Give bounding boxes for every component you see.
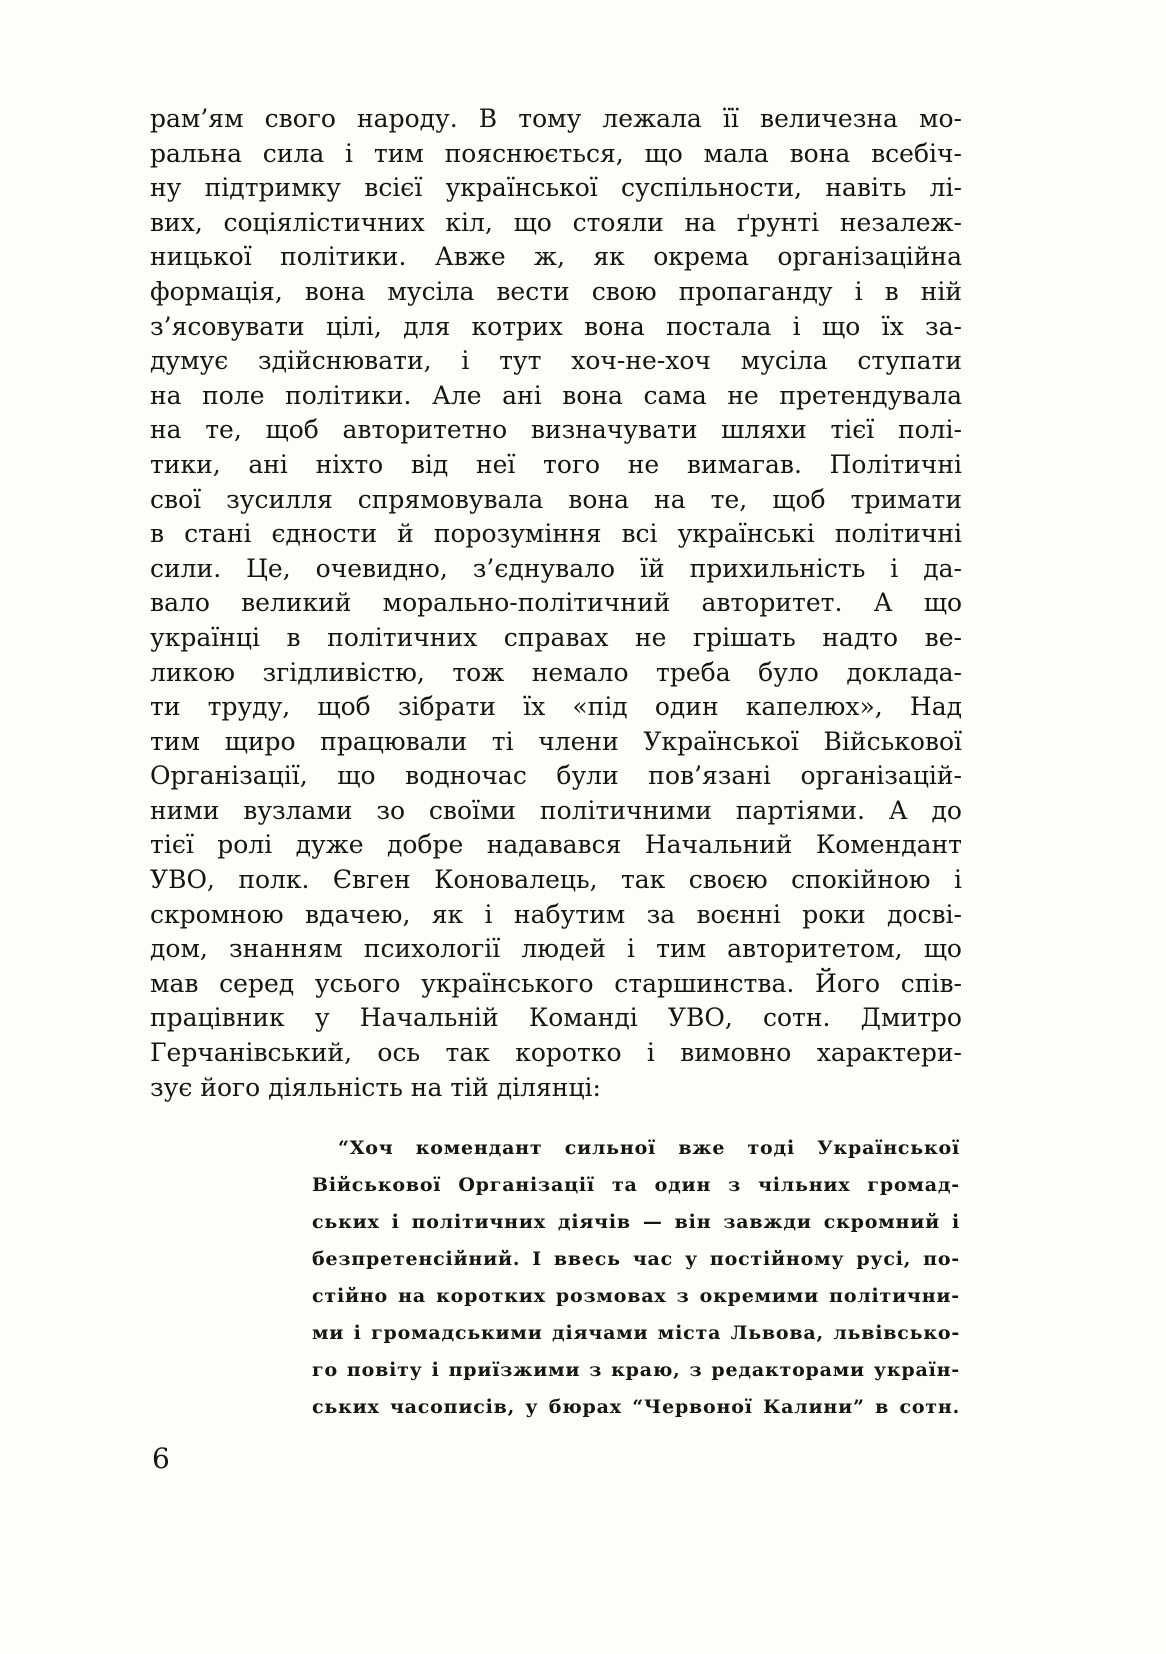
page-number: 6	[152, 1442, 170, 1475]
text-line: на те, щоб авторитетно визначувати шляхи тієї полі-	[150, 415, 962, 445]
text-line: ну підтримку всієї української суспільности, навіть лі-	[150, 173, 962, 203]
text-line: ликою згідливістю, тож немало треба було доклада-	[150, 657, 962, 687]
text-line: ральна сила і тим пояснюється, що мала вона всебіч-	[150, 138, 962, 168]
text-line: стійно на коротких розмовах з окремими політични-	[312, 1285, 960, 1307]
text-line: думує здійснювати, і тут хоч-не-хоч мусіла ступати	[150, 346, 962, 376]
text-line: працівник у Начальній Команді УВО, сотн. Дмитро	[150, 1003, 962, 1033]
text-line: свої зусилля спрямовувала вона на те, щоб тримати	[150, 484, 962, 514]
text-line: ми і громадськими діячами міста Львова, львівсько-	[312, 1322, 960, 1344]
text-line: тим щиро працювали ті члени Української Військової	[150, 726, 962, 756]
text-line: тієї ролі дуже добре надавався Начальний Комендант	[150, 830, 962, 860]
text-line: з’ясовувати цілі, для котрих вона постала і що їх за-	[150, 311, 962, 341]
text-line: ницької політики. Авже ж, як окрема організаційна	[150, 242, 962, 272]
text-line: сили. Це, очевидно, з’єднувало їй прихильність і да-	[150, 553, 962, 583]
text-line: скромною вдачею, як і набутим за воєнні роки досві-	[150, 899, 962, 929]
text-line: на поле політики. Але ані вона сама не претендувала	[150, 380, 962, 410]
text-line: “Хоч комендант сильної вже тоді Української	[338, 1137, 960, 1159]
text-line: ських і політичних діячів — він завжди скромний і	[312, 1211, 960, 1233]
text-line: ських часописів, у бюрах “Червоної Калини” в сотн.	[312, 1396, 960, 1418]
block-quote	[312, 1130, 960, 1426]
text-line: формація, вона мусіла вести свою пропаганду і в ній	[150, 276, 962, 306]
text-line: в стані єдности й порозуміння всі українські політичні	[150, 519, 962, 549]
text-line: ти труду, щоб зібрати їх «під один капелюх», Над	[150, 692, 962, 722]
text-line: Військової Організації та один з чільних громад-	[312, 1174, 960, 1196]
text-line: тики, ані ніхто від неї того не вимагав. Політичні	[150, 449, 962, 479]
text-line: зує його діяльність на тій ділянці:	[150, 1072, 601, 1102]
text-line: українці в політичних справах не грішать надто ве-	[150, 622, 962, 652]
text-line: ними вузлами зо своїми політичними партіями. А до	[150, 795, 962, 825]
text-line: мав серед усього українського старшинства. Його спів-	[150, 968, 962, 998]
main-paragraph	[150, 102, 962, 1105]
text-line: рам’ям свого народу. В тому лежала її величезна мо-	[150, 104, 962, 133]
text-line: Організації, що водночас були пов’язані організацій-	[150, 761, 962, 791]
text-line: безпретенсійний. І ввесь час у постійному русі, по-	[312, 1248, 960, 1270]
text-line: Герчанівський, ось так коротко і вимовно характери-	[150, 1038, 962, 1068]
text-line: вих, соціялістичних кіл, що стояли на ґрунті незалеж-	[150, 207, 962, 237]
text-line: дом, знанням психології людей і тим авторитетом, що	[150, 934, 962, 964]
text-line: вало великий морально-політичний авторитет. А що	[150, 588, 962, 618]
text-line: УВО, полк. Євген Коновалець, так своєю спокійною і	[150, 865, 962, 895]
text-line: го повіту і приїзжими з краю, з редакторами україн-	[312, 1359, 960, 1381]
